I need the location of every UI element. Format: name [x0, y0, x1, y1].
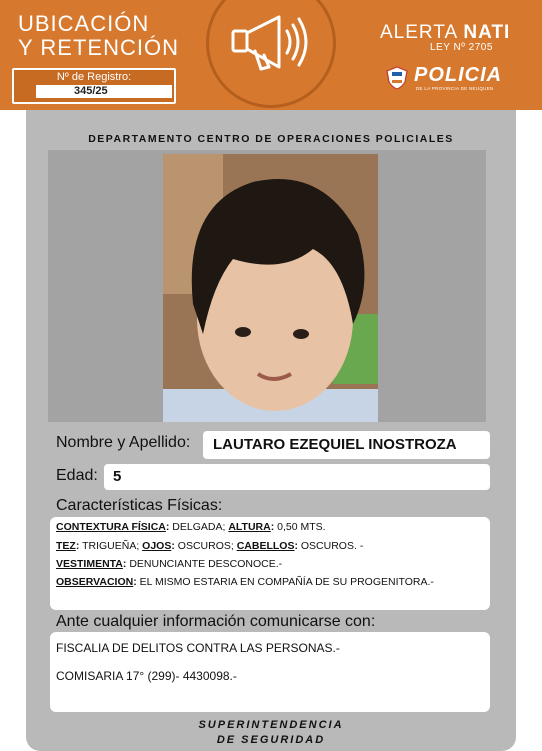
ojos-value: OSCUROS; [177, 540, 234, 552]
age-value: 5 [113, 468, 122, 485]
altura-label: ALTURA [228, 521, 271, 533]
title-line-1: UBICACIÓN [18, 11, 150, 36]
tez-value: TRIGUEÑA; [82, 540, 140, 552]
registro-value: 345/25 [36, 85, 172, 98]
child-portrait-image [163, 154, 378, 422]
footer-line-1: SUPERINTENDENCIA [198, 719, 344, 731]
vestimenta-label: VESTIMENTA [56, 558, 123, 570]
title-line-2: Y RETENCIÓN [18, 35, 179, 60]
police-subtitle: DE LA PROVINCIA DE NEUQUEN [416, 86, 494, 91]
cabellos-label: CABELLOS [236, 540, 295, 552]
contact-line-2: COMISARIA 17° (299)- 4430098.- [56, 669, 237, 683]
police-shield-icon [386, 66, 408, 90]
alert-law: LEY Nº 2705 [430, 42, 493, 53]
contact-heading: Ante cualquier información comunicarse con: [56, 613, 376, 630]
ojos-label: OJOS [142, 540, 172, 552]
alert-prefix: ALERTA [380, 22, 458, 43]
age-label: Edad: [56, 467, 98, 484]
department-title: DEPARTAMENTO CENTRO DE OPERACIONES POLICIALES [88, 133, 454, 145]
cabellos-value: OSCUROS. - [300, 540, 364, 552]
desc-line-contextura: CONTEXTURA FÍSICA: DELGADA; ALTURA: 0,50 MTS. [56, 521, 326, 533]
contextura-label: CONTEXTURA FÍSICA [56, 521, 166, 533]
vestimenta-value: DENUNCIANTE DESCONOCE.- [129, 558, 283, 570]
registro-label: Nº de Registro: [56, 71, 132, 83]
registro-box [12, 68, 176, 104]
observacion-label: OBSERVACION [56, 576, 134, 588]
name-label: Nombre y Apellido: [56, 434, 191, 451]
desc-line-vestimenta: VESTIMENTA: DENUNCIANTE DESCONOCE.- [56, 558, 283, 570]
person-photo [163, 154, 378, 422]
desc-line-observacion: OBSERVACION: EL MISMO ESTARIA EN COMPAÑÍA DE SU PROGENITORA.- [56, 576, 434, 588]
characteristics-heading: Características Físicas: [56, 497, 223, 514]
desc-line-tez: TEZ: TRIGUEÑA; OJOS: OSCUROS; CABELLOS: OSCUROS. - [56, 540, 364, 552]
megaphone-icon [227, 11, 317, 81]
alert-name: NATI [463, 22, 511, 43]
alert-title [380, 22, 510, 44]
contact-line-1: FISCALIA DE DELITOS CONTRA LAS PERSONAS.- [56, 641, 340, 655]
observacion-value: EL MISMO ESTARIA EN COMPAÑÍA DE SU PROGENITORA.- [139, 576, 434, 588]
altura-value: 0,50 MTS. [277, 521, 326, 533]
police-name: POLICIA [414, 64, 503, 86]
contextura-value: DELGADA; [172, 521, 226, 533]
footer-line-2: DE SEGURIDAD [216, 734, 326, 746]
header-title [18, 12, 179, 60]
footer [0, 718, 542, 748]
name-value: LAUTARO EZEQUIEL INOSTROZA [213, 436, 457, 453]
tez-label: TEZ [56, 540, 76, 552]
age-field [104, 464, 490, 490]
